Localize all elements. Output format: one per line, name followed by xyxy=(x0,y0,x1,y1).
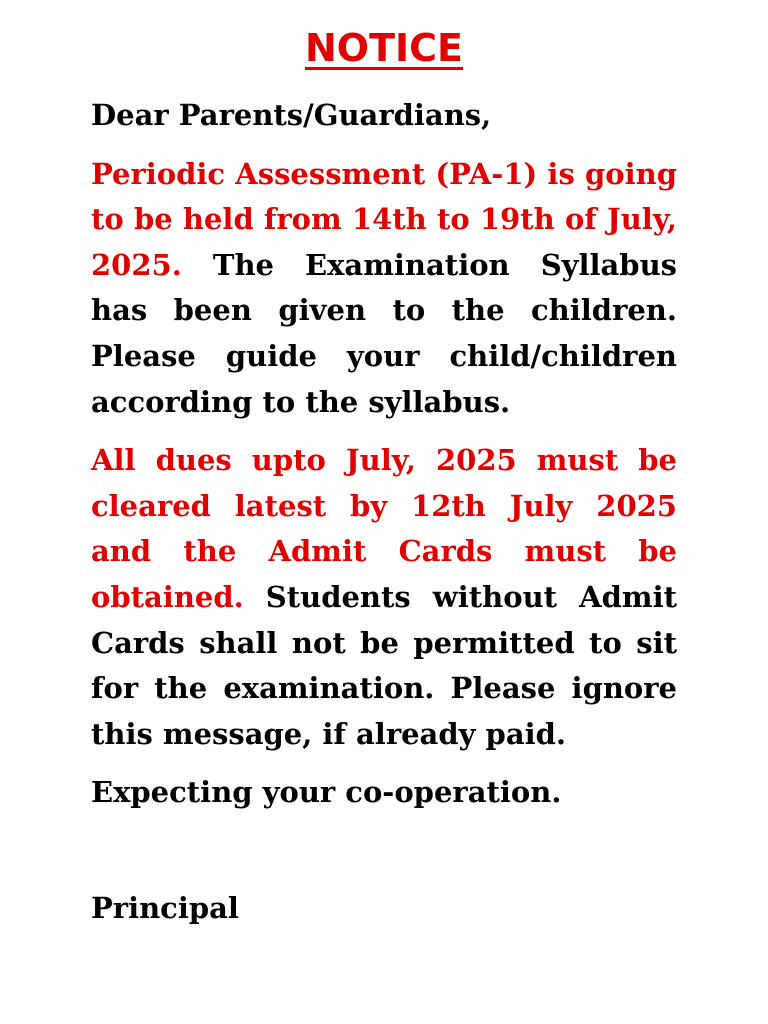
closing-line: Expecting your co-operation. xyxy=(91,775,562,810)
greeting: Dear Parents/Guardians, xyxy=(91,98,492,132)
notice-title xyxy=(0,22,768,74)
assessment-dates-highlight: Periodic Assessment (PA-1) is going to be held from 14th to 19th of July, 2025. xyxy=(91,156,677,282)
dues-highlight: All dues upto July, 2025 must be cleared latest by 12th July 2025 and the Admit Cards must be obtained. xyxy=(91,443,677,614)
dues-paragraph xyxy=(91,438,677,757)
signature: Principal xyxy=(91,890,239,925)
syllabus-text: The Examination Syllabus has been given to the children. Please guide your child/children according to the syllabus. xyxy=(91,247,677,419)
notice-body xyxy=(91,93,677,932)
assessment-paragraph xyxy=(91,152,677,426)
admit-card-text: Students without Admit Cards shall not be permitted to sit for the examination. Please ignore this message, if already paid. xyxy=(91,579,677,751)
notice-title-text: NOTICE xyxy=(304,26,463,70)
